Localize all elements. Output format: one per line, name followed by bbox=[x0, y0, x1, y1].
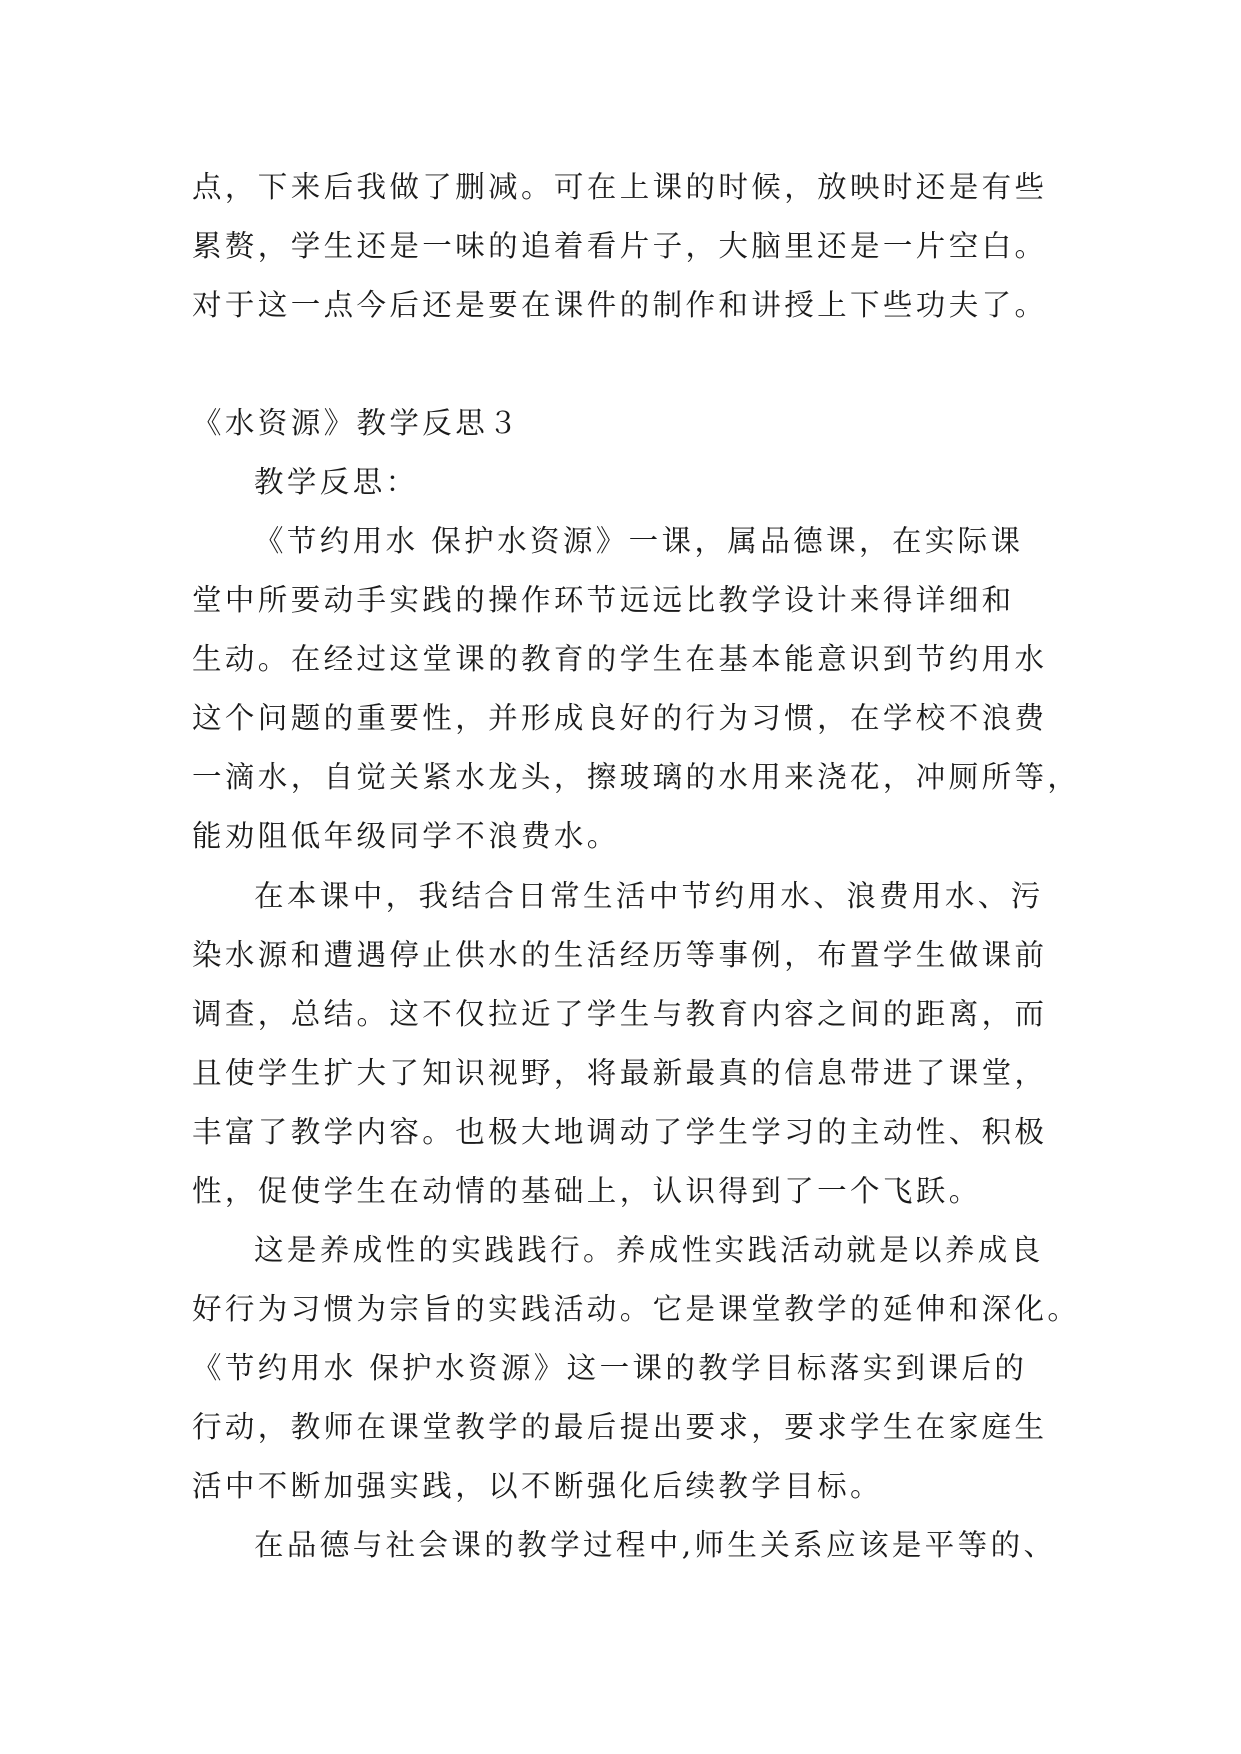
text-line: 且使学生扩大了知识视野，将最新最真的信息带进了课堂， bbox=[192, 1056, 1048, 1090]
text-line: 染水源和遭遇停止供水的生活经历等事例，布置学生做课前 bbox=[192, 938, 1048, 972]
text-line: 在本课中，我结合日常生活中节约用水、浪费用水、污 bbox=[254, 879, 1044, 913]
section-title: 《水资源》教学反思３ bbox=[192, 406, 522, 440]
text-line: 堂中所要动手实践的操作环节远远比教学设计来得详细和 bbox=[192, 583, 1015, 617]
text-line: 行动，教师在课堂教学的最后提出要求，要求学生在家庭生 bbox=[192, 1410, 1048, 1444]
subheading: 教学反思： bbox=[254, 465, 419, 499]
text-line: 这个问题的重要性，并形成良好的行为习惯，在学校不浪费 bbox=[192, 701, 1048, 735]
text-line: 《节约用水 保护水资源》这一课的教学目标落实到课后的 bbox=[192, 1351, 1028, 1385]
text-line: 生动。在经过这堂课的教育的学生在基本能意识到节约用水 bbox=[192, 642, 1048, 676]
text-line: 一滴水，自觉关紧水龙头，擦玻璃的水用来浇花，冲厕所等， bbox=[192, 760, 1081, 794]
text-line: 性，促使学生在动情的基础上，认识得到了一个飞跃。 bbox=[192, 1174, 982, 1208]
text-line: 能劝阻低年级同学不浪费水。 bbox=[192, 819, 620, 853]
text-line: 这是养成性的实践践行。养成性实践活动就是以养成良 bbox=[254, 1233, 1044, 1267]
text-line: 《节约用水 保护水资源》一课，属品德课，在实际课 bbox=[254, 524, 1024, 558]
text-line: 调查，总结。这不仅拉近了学生与教育内容之间的距离，而 bbox=[192, 997, 1048, 1031]
text-line: 点，下来后我做了删减。可在上课的时候，放映时还是有些 bbox=[192, 170, 1048, 204]
text-line: 对于这一点今后还是要在课件的制作和讲授上下些功夫了。 bbox=[192, 288, 1048, 322]
text-line: 累赘，学生还是一味的追着看片子，大脑里还是一片空白。 bbox=[192, 229, 1048, 263]
text-line: 好行为习惯为宗旨的实践活动。它是课堂教学的延伸和深化。 bbox=[192, 1292, 1081, 1326]
text-line: 丰富了教学内容。也极大地调动了学生学习的主动性、积极 bbox=[192, 1115, 1048, 1149]
text-line: 在品德与社会课的教学过程中,师生关系应该是平等的、 bbox=[254, 1528, 1057, 1562]
text-line: 活中不断加强实践，以不断强化后续教学目标。 bbox=[192, 1469, 883, 1503]
